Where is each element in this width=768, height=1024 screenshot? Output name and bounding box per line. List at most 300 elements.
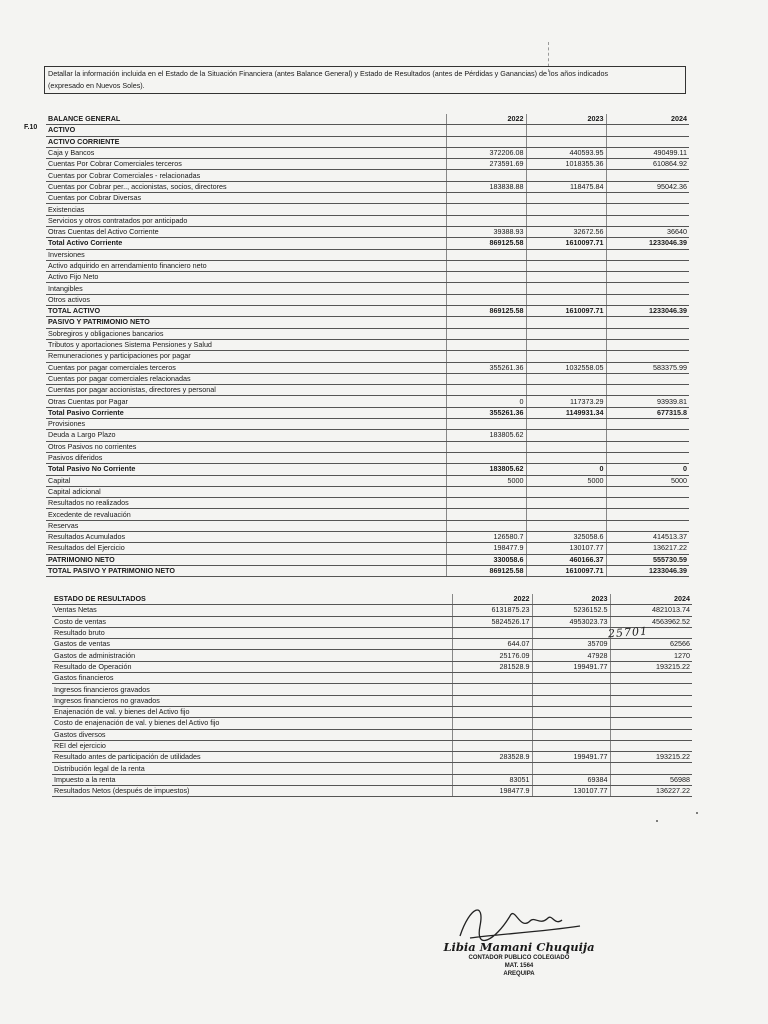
balance-value-2023 <box>526 351 606 362</box>
balance-value-2022 <box>446 498 526 509</box>
results-row <box>52 673 692 684</box>
balance-value-2024: 5000 <box>606 475 689 486</box>
balance-row-label: Otras Cuentas del Activo Corriente <box>46 226 446 237</box>
balance-row <box>46 565 689 576</box>
balance-value-2022 <box>446 339 526 350</box>
results-value-2024: 4821013.74 <box>610 605 692 616</box>
balance-value-2023 <box>526 328 606 339</box>
results-row <box>52 639 692 650</box>
balance-value-2022: 183805.62 <box>446 430 526 441</box>
balance-value-2022 <box>446 125 526 136</box>
balance-value-2023 <box>526 283 606 294</box>
balance-row <box>46 419 689 430</box>
results-value-2024: 136227.22 <box>610 786 692 797</box>
results-value-2022: 198477.9 <box>452 786 532 797</box>
balance-value-2023 <box>526 215 606 226</box>
results-row-label: Enajenación de val. y bienes del Activo fijo <box>52 706 452 717</box>
results-value-2022: 83051 <box>452 774 532 785</box>
results-row-label: REI del ejercicio <box>52 740 452 751</box>
balance-row-label: Cuentas por Cobrar per.., accionistas, socios, directores <box>46 181 446 192</box>
balance-row-label: Cuentas por pagar comerciales terceros <box>46 362 446 373</box>
results-value-2024 <box>610 740 692 751</box>
balance-row <box>46 328 689 339</box>
balance-value-2023: 0 <box>526 464 606 475</box>
balance-row-label: PASIVO Y PATRIMONIO NETO <box>46 317 446 328</box>
balance-value-2022 <box>446 441 526 452</box>
results-row <box>52 695 692 706</box>
balance-value-2024 <box>606 385 689 396</box>
income-statement-table <box>52 594 692 797</box>
results-row <box>52 774 692 785</box>
instructions-line-1: Detallar la información incluida en el Estado de la Situación Financiera (antes Balance General) y Estado de Resultados (antes de Pérdidas y Ganancias) de los años indicados <box>48 69 609 78</box>
results-row <box>52 627 692 638</box>
balance-value-2024 <box>606 351 689 362</box>
balance-row <box>46 407 689 418</box>
balance-row-label: Existencias <box>46 204 446 215</box>
balance-row <box>46 531 689 542</box>
balance-value-2023: 130107.77 <box>526 543 606 554</box>
results-value-2022 <box>452 729 532 740</box>
balance-value-2022 <box>446 294 526 305</box>
balance-row-label: Tributos y aportaciones Sistema Pensiones y Salud <box>46 339 446 350</box>
balance-value-2024 <box>606 373 689 384</box>
balance-value-2022 <box>446 260 526 271</box>
results-value-2023 <box>532 729 610 740</box>
balance-row-label: Cuentas por Cobrar Diversas <box>46 193 446 204</box>
accountant-stamp <box>434 940 604 978</box>
balance-value-2022 <box>446 351 526 362</box>
results-value-2022 <box>452 763 532 774</box>
balance-row <box>46 498 689 509</box>
balance-value-2023: 325058.6 <box>526 531 606 542</box>
balance-row <box>46 170 689 181</box>
balance-value-2022: 273591.69 <box>446 159 526 170</box>
results-value-2023 <box>532 706 610 717</box>
balance-value-2023 <box>526 430 606 441</box>
balance-row <box>46 452 689 463</box>
balance-row <box>46 181 689 192</box>
balance-row-label: Cuentas Por Cobrar Comerciales terceros <box>46 159 446 170</box>
results-value-2022 <box>452 706 532 717</box>
balance-value-2022: 183805.62 <box>446 464 526 475</box>
results-value-2024 <box>610 673 692 684</box>
results-value-2024 <box>610 718 692 729</box>
balance-value-2023 <box>526 509 606 520</box>
balance-value-2022 <box>446 204 526 215</box>
results-value-2024: 62566 <box>610 639 692 650</box>
results-row-label: Costo de enajenación de val. y bienes del Activo fijo <box>52 718 452 729</box>
balance-value-2024: 1233046.39 <box>606 306 689 317</box>
balance-value-2023: 1610097.71 <box>526 306 606 317</box>
results-title: ESTADO DE RESULTADOS <box>52 594 452 605</box>
results-value-2023: 130107.77 <box>532 786 610 797</box>
balance-value-2023 <box>526 193 606 204</box>
balance-row <box>46 486 689 497</box>
results-value-2024: 193215.22 <box>610 752 692 763</box>
results-row-label: Gastos financieros <box>52 673 452 684</box>
results-row-label: Resultados Netos (después de impuestos) <box>52 786 452 797</box>
balance-value-2024: 136217.22 <box>606 543 689 554</box>
balance-row-label: Capital adicional <box>46 486 446 497</box>
balance-value-2024: 490499.11 <box>606 147 689 158</box>
results-row-label: Resultado bruto <box>52 627 452 638</box>
balance-value-2023 <box>526 260 606 271</box>
accountant-city: AREQUIPA <box>503 971 535 977</box>
scan-speck <box>656 820 658 822</box>
balance-value-2022: 330058.6 <box>446 554 526 565</box>
balance-row <box>46 306 689 317</box>
results-row <box>52 706 692 717</box>
results-value-2024: 4563962.52 <box>610 616 692 627</box>
balance-row-label: Sobregiros y obligaciones bancarios <box>46 328 446 339</box>
balance-row-label: Cuentas por pagar accionistas, directores y personal <box>46 385 446 396</box>
balance-value-2024: 555730.59 <box>606 554 689 565</box>
balance-value-2024 <box>606 272 689 283</box>
year-2023: 2023 <box>526 114 606 125</box>
balance-row <box>46 136 689 147</box>
balance-row <box>46 249 689 260</box>
results-value-2022 <box>452 627 532 638</box>
balance-row-label: Otros Pasivos no corrientes <box>46 441 446 452</box>
results-row-label: Ingresos financieros no gravados <box>52 695 452 706</box>
balance-row <box>46 147 689 158</box>
balance-value-2024 <box>606 419 689 430</box>
results-value-2022: 283528.9 <box>452 752 532 763</box>
balance-value-2024: 414513.37 <box>606 531 689 542</box>
balance-value-2022 <box>446 486 526 497</box>
balance-row-label: Resultados del Ejercicio <box>46 543 446 554</box>
results-row-label: Impuesto a la renta <box>52 774 452 785</box>
balance-value-2022: 869125.58 <box>446 306 526 317</box>
balance-row-label: ACTIVO <box>46 125 446 136</box>
results-value-2023: 199491.77 <box>532 661 610 672</box>
balance-value-2023 <box>526 204 606 215</box>
balance-value-2022: 355261.36 <box>446 362 526 373</box>
balance-row <box>46 215 689 226</box>
balance-value-2023: 118475.84 <box>526 181 606 192</box>
balance-value-2024 <box>606 125 689 136</box>
results-value-2022: 644.07 <box>452 639 532 650</box>
balance-value-2023 <box>526 373 606 384</box>
year-2022: 2022 <box>446 114 526 125</box>
balance-row <box>46 396 689 407</box>
balance-row <box>46 385 689 396</box>
balance-value-2022 <box>446 385 526 396</box>
balance-value-2024 <box>606 317 689 328</box>
balance-row-label: Activo Fijo Neto <box>46 272 446 283</box>
balance-value-2023: 1610097.71 <box>526 238 606 249</box>
balance-row-label: Reservas <box>46 520 446 531</box>
balance-value-2022: 869125.58 <box>446 565 526 576</box>
balance-value-2023 <box>526 294 606 305</box>
balance-value-2024 <box>606 215 689 226</box>
balance-row-label: Otros activos <box>46 294 446 305</box>
balance-value-2022: 5000 <box>446 475 526 486</box>
results-value-2023: 199491.77 <box>532 752 610 763</box>
results-value-2023 <box>532 740 610 751</box>
balance-row <box>46 283 689 294</box>
balance-row-label: Provisiones <box>46 419 446 430</box>
balance-value-2023 <box>526 385 606 396</box>
accountant-title: CONTADOR PUBLICO COLEGIADO <box>468 955 570 961</box>
balance-row <box>46 362 689 373</box>
balance-value-2024: 93939.81 <box>606 396 689 407</box>
results-header-row <box>52 594 692 605</box>
results-row <box>52 684 692 695</box>
balance-value-2022: 0 <box>446 396 526 407</box>
section-id: F.10 <box>24 124 38 131</box>
balance-value-2023: 1149931.34 <box>526 407 606 418</box>
results-row-label: Gastos de ventas <box>52 639 452 650</box>
balance-row-label: Cuentas por pagar comerciales relacionadas <box>46 373 446 384</box>
balance-value-2024: 1233046.39 <box>606 238 689 249</box>
results-value-2022: 281528.9 <box>452 661 532 672</box>
balance-value-2024: 36640 <box>606 226 689 237</box>
balance-row-label: Activo adquirido en arrendamiento financiero neto <box>46 260 446 271</box>
balance-value-2024 <box>606 204 689 215</box>
results-value-2023: 47928 <box>532 650 610 661</box>
balance-row <box>46 260 689 271</box>
balance-row <box>46 475 689 486</box>
balance-row <box>46 226 689 237</box>
results-row-label: Ventas Netas <box>52 605 452 616</box>
balance-value-2022 <box>446 249 526 260</box>
results-value-2022 <box>452 695 532 706</box>
year-2022: 2022 <box>452 594 532 605</box>
balance-value-2022 <box>446 136 526 147</box>
balance-value-2023 <box>526 272 606 283</box>
balance-value-2024: 95042.36 <box>606 181 689 192</box>
balance-value-2024 <box>606 441 689 452</box>
balance-value-2024 <box>606 193 689 204</box>
results-row-label: Resultado antes de participación de utilidades <box>52 752 452 763</box>
balance-value-2023 <box>526 339 606 350</box>
balance-value-2022: 355261.36 <box>446 407 526 418</box>
results-value-2024 <box>610 684 692 695</box>
balance-value-2023: 1018355.36 <box>526 159 606 170</box>
instructions-box <box>44 66 686 94</box>
balance-value-2023: 1610097.71 <box>526 565 606 576</box>
results-row <box>52 740 692 751</box>
balance-value-2024 <box>606 339 689 350</box>
balance-value-2022: 39388.93 <box>446 226 526 237</box>
balance-row-label: Intangibles <box>46 283 446 294</box>
balance-value-2023: 1032558.05 <box>526 362 606 373</box>
balance-row-label: Inversiones <box>46 249 446 260</box>
balance-value-2022: 198477.9 <box>446 543 526 554</box>
balance-sheet-table <box>46 114 689 577</box>
balance-value-2024: 1233046.39 <box>606 565 689 576</box>
balance-value-2024 <box>606 249 689 260</box>
balance-value-2022 <box>446 193 526 204</box>
results-value-2024: 193215.22 <box>610 661 692 672</box>
balance-row-label: Resultados no realizados <box>46 498 446 509</box>
results-row <box>52 718 692 729</box>
balance-row-label: Capital <box>46 475 446 486</box>
balance-value-2023 <box>526 249 606 260</box>
balance-value-2024 <box>606 328 689 339</box>
balance-value-2024 <box>606 486 689 497</box>
accountant-mat: MAT. 1564 <box>504 963 534 969</box>
results-value-2023: 35709 <box>532 639 610 650</box>
balance-row-label: Cuentas por Cobrar Comerciales - relacionadas <box>46 170 446 181</box>
balance-value-2023 <box>526 419 606 430</box>
handwritten-note: 25701 <box>607 624 649 641</box>
balance-row <box>46 125 689 136</box>
results-value-2023 <box>532 695 610 706</box>
results-row-label: Costo de ventas <box>52 616 452 627</box>
balance-row-label: Remuneraciones y participaciones por pagar <box>46 351 446 362</box>
balance-value-2022: 372206.08 <box>446 147 526 158</box>
balance-value-2023: 117373.29 <box>526 396 606 407</box>
balance-value-2023 <box>526 317 606 328</box>
balance-value-2023 <box>526 136 606 147</box>
balance-row <box>46 193 689 204</box>
results-row-label: Resultado de Operación <box>52 661 452 672</box>
results-value-2024 <box>610 763 692 774</box>
results-row <box>52 616 692 627</box>
results-row <box>52 650 692 661</box>
results-value-2022 <box>452 740 532 751</box>
results-row-label: Ingresos financieros gravados <box>52 684 452 695</box>
results-row-label: Gastos de administración <box>52 650 452 661</box>
balance-value-2022: 183838.88 <box>446 181 526 192</box>
year-2024: 2024 <box>606 114 689 125</box>
balance-value-2024 <box>606 430 689 441</box>
balance-value-2022 <box>446 509 526 520</box>
balance-row-label: Deuda a Largo Plazo <box>46 430 446 441</box>
balance-value-2022 <box>446 283 526 294</box>
balance-row <box>46 509 689 520</box>
balance-value-2022 <box>446 272 526 283</box>
results-value-2023 <box>532 763 610 774</box>
balance-value-2022: 126580.7 <box>446 531 526 542</box>
balance-header-row <box>46 114 689 125</box>
balance-row-label: Servicios y otros contratados por anticipado <box>46 215 446 226</box>
balance-row-label: Excedente de revaluación <box>46 509 446 520</box>
results-value-2024: 1270 <box>610 650 692 661</box>
accountant-name: Libia Mamani Chuquija <box>443 940 595 954</box>
results-row <box>52 661 692 672</box>
balance-value-2024: 610864.92 <box>606 159 689 170</box>
balance-value-2024 <box>606 294 689 305</box>
results-row <box>52 786 692 797</box>
results-row <box>52 752 692 763</box>
balance-value-2023: 440593.95 <box>526 147 606 158</box>
results-value-2024 <box>610 695 692 706</box>
results-value-2023 <box>532 627 610 638</box>
instructions-line-2: (expresado en Nuevos Soles). <box>48 81 145 90</box>
balance-row <box>46 159 689 170</box>
balance-row <box>46 351 689 362</box>
year-2024: 2024 <box>610 594 692 605</box>
results-value-2024 <box>610 706 692 717</box>
balance-value-2023 <box>526 441 606 452</box>
results-row-label: Distribución legal de la renta <box>52 763 452 774</box>
balance-value-2022 <box>446 317 526 328</box>
balance-value-2023: 460166.37 <box>526 554 606 565</box>
balance-row-label: Total Activo Corriente <box>46 238 446 249</box>
balance-value-2022 <box>446 373 526 384</box>
balance-value-2024 <box>606 283 689 294</box>
balance-value-2022 <box>446 419 526 430</box>
balance-row-label: Pasivos diferidos <box>46 452 446 463</box>
balance-row-label: Otras Cuentas por Pagar <box>46 396 446 407</box>
balance-value-2023 <box>526 498 606 509</box>
results-value-2022 <box>452 684 532 695</box>
results-value-2022: 5824526.17 <box>452 616 532 627</box>
balance-value-2023: 32672.56 <box>526 226 606 237</box>
balance-value-2022 <box>446 520 526 531</box>
balance-row-label: ACTIVO CORRIENTE <box>46 136 446 147</box>
balance-value-2022: 869125.58 <box>446 238 526 249</box>
balance-value-2022 <box>446 328 526 339</box>
results-value-2023: 4953023.73 <box>532 616 610 627</box>
balance-row-label: Total Pasivo No Corriente <box>46 464 446 475</box>
results-value-2022 <box>452 718 532 729</box>
results-value-2024 <box>610 729 692 740</box>
balance-row <box>46 554 689 565</box>
balance-value-2022 <box>446 452 526 463</box>
balance-value-2023 <box>526 520 606 531</box>
balance-row <box>46 543 689 554</box>
balance-value-2024 <box>606 498 689 509</box>
balance-row <box>46 339 689 350</box>
results-row <box>52 729 692 740</box>
balance-row-label: TOTAL ACTIVO <box>46 306 446 317</box>
results-value-2023 <box>532 684 610 695</box>
results-row-label: Gastos diversos <box>52 729 452 740</box>
balance-row <box>46 430 689 441</box>
balance-value-2023 <box>526 486 606 497</box>
results-row <box>52 763 692 774</box>
balance-value-2024 <box>606 452 689 463</box>
balance-row <box>46 294 689 305</box>
results-value-2023 <box>532 718 610 729</box>
balance-value-2023: 5000 <box>526 475 606 486</box>
balance-row <box>46 464 689 475</box>
balance-row <box>46 204 689 215</box>
balance-value-2024 <box>606 260 689 271</box>
results-value-2024: 56988 <box>610 774 692 785</box>
balance-value-2024: 583375.99 <box>606 362 689 373</box>
balance-row <box>46 317 689 328</box>
balance-value-2024 <box>606 520 689 531</box>
balance-row <box>46 441 689 452</box>
balance-value-2022 <box>446 215 526 226</box>
balance-row-label: Resultados Acumulados <box>46 531 446 542</box>
balance-value-2024 <box>606 509 689 520</box>
results-value-2023 <box>532 673 610 684</box>
balance-row-label: Total Pasivo Corriente <box>46 407 446 418</box>
balance-row-label: TOTAL PASIVO Y PATRIMONIO NETO <box>46 565 446 576</box>
balance-row-label: Caja y Bancos <box>46 147 446 158</box>
balance-value-2024 <box>606 170 689 181</box>
results-value-2023: 5236152.5 <box>532 605 610 616</box>
balance-value-2024: 0 <box>606 464 689 475</box>
scan-speck <box>696 812 698 814</box>
results-value-2022 <box>452 673 532 684</box>
balance-value-2023 <box>526 125 606 136</box>
balance-value-2024 <box>606 136 689 147</box>
balance-row <box>46 272 689 283</box>
results-value-2022: 6131875.23 <box>452 605 532 616</box>
results-value-2022: 25176.09 <box>452 650 532 661</box>
year-2023: 2023 <box>532 594 610 605</box>
balance-value-2023 <box>526 452 606 463</box>
balance-title: BALANCE GENERAL <box>46 114 446 125</box>
balance-value-2023 <box>526 170 606 181</box>
